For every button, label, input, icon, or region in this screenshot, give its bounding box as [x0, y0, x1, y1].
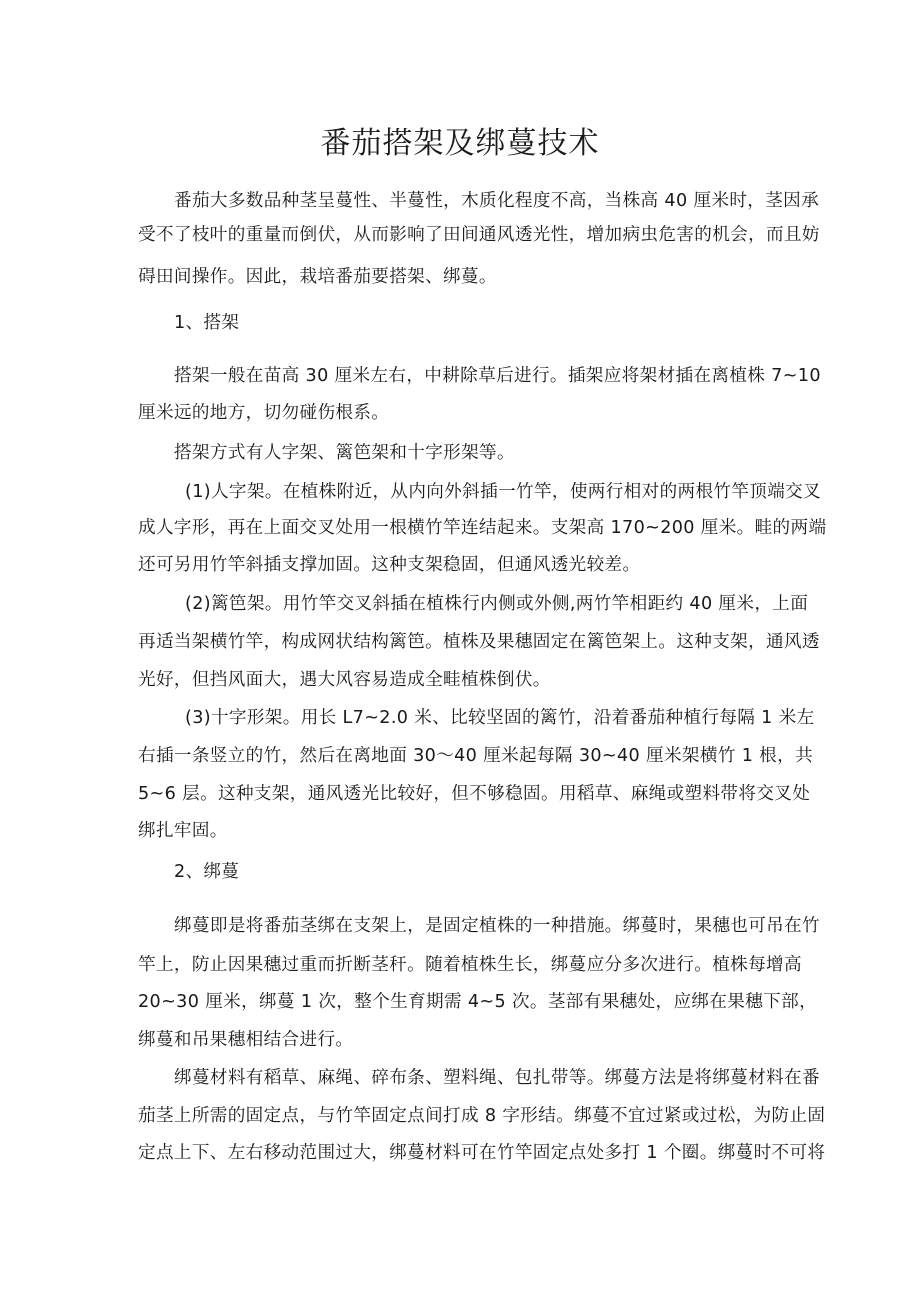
- paragraph-line: 成人字形，再在上面交叉处用一根横竹竿连结起来。支架高 170~200 厘米。畦的两端: [138, 518, 827, 538]
- document-title: 番茄搭架及绑蔓技术: [320, 126, 600, 161]
- section-heading: 1、搭架: [174, 313, 240, 333]
- paragraph-line: 右插一条竖立的竹，然后在离地面 30～40 厘米起每隔 30~40 厘米架横竹 1 根，共: [138, 746, 814, 766]
- paragraph-line: 20~30 厘米，绑蔓 1 次，整个生育期需 4~5 次。茎部有果穗处，应绑在果穗下部，: [138, 992, 818, 1012]
- paragraph-line: (1)人字架。在植株附近，从内向外斜插一竹竿，使两行相对的两根竹竿顶端交叉: [185, 482, 822, 502]
- paragraph-line: (3)十字形架。用长 L7~2.0 米、比较坚固的篱竹，沿着番茄种植行每隔 1 米左: [185, 708, 815, 728]
- paragraph-line: 搭架方式有人字架、篱笆架和十字形架等。: [174, 443, 515, 463]
- paragraph-line: (2)篱笆架。用竹竿交叉斜插在植株行内侧或外侧,两竹竿相距约 40 厘米，上面: [185, 594, 809, 614]
- paragraph-line: 搭架一般在苗高 30 厘米左右，中耕除草后进行。插架应将架材插在离植株 7~10: [174, 366, 821, 386]
- paragraph-line: 厘米远的地方，切勿碰伤根系。: [138, 403, 390, 423]
- paragraph-line: 绑蔓和吊果穗相结合进行。: [138, 1030, 354, 1050]
- paragraph-line: 绑扎牢固。: [138, 821, 228, 841]
- paragraph-line: 再适当架横竹竿，构成网状结构篱笆。植株及果穗固定在篱笆架上。这种支架，通风透: [138, 632, 820, 652]
- paragraph-line: 番茄大多数品种茎呈蔓性、半蔓性，木质化程度不高，当株高 40 厘米时，茎因承: [174, 191, 820, 211]
- paragraph-line: 绑蔓材料有稻草、麻绳、碎布条、塑料绳、包扎带等。绑蔓方法是将绑蔓材料在番: [174, 1068, 820, 1088]
- paragraph-line: 还可另用竹竿斜插支撑加固。这种支架稳固，但通风透光较差。: [138, 555, 641, 575]
- paragraph-line: 竿上，防止因果穗过重而折断茎秆。随着植株生长，绑蔓应分多次进行。植株每增高: [138, 955, 802, 975]
- paragraph-line: 光好，但挡风面大，遇大风容易造成全畦植株倒伏。: [138, 670, 551, 690]
- paragraph-line: 绑蔓即是将番茄茎绑在支架上，是固定植株的一种措施。绑蔓时，果穗也可吊在竹: [174, 916, 820, 936]
- paragraph-line: 5~6 层。这种支架，通风透光比较好，但不够稳固。用稻草、麻绳或塑料带将交叉处: [138, 784, 811, 804]
- section-heading: 2、绑蔓: [174, 862, 240, 882]
- paragraph-line: 茄茎上所需的固定点，与竹竿固定点间打成 8 字形结。绑蔓不宜过紧或过松，为防止固: [138, 1106, 826, 1126]
- paragraph-line: 受不了枝叶的重量而倒伏，从而影响了田间通风透光性，增加病虫危害的机会，而且妨: [138, 225, 820, 245]
- paragraph-line: 碍田间操作。因此，栽培番茄要搭架、绑蔓。: [138, 267, 497, 287]
- paragraph-line: 定点上下、左右移动范围过大，绑蔓材料可在竹竿固定点处多打 1 个圈。绑蔓时不可将: [138, 1143, 826, 1163]
